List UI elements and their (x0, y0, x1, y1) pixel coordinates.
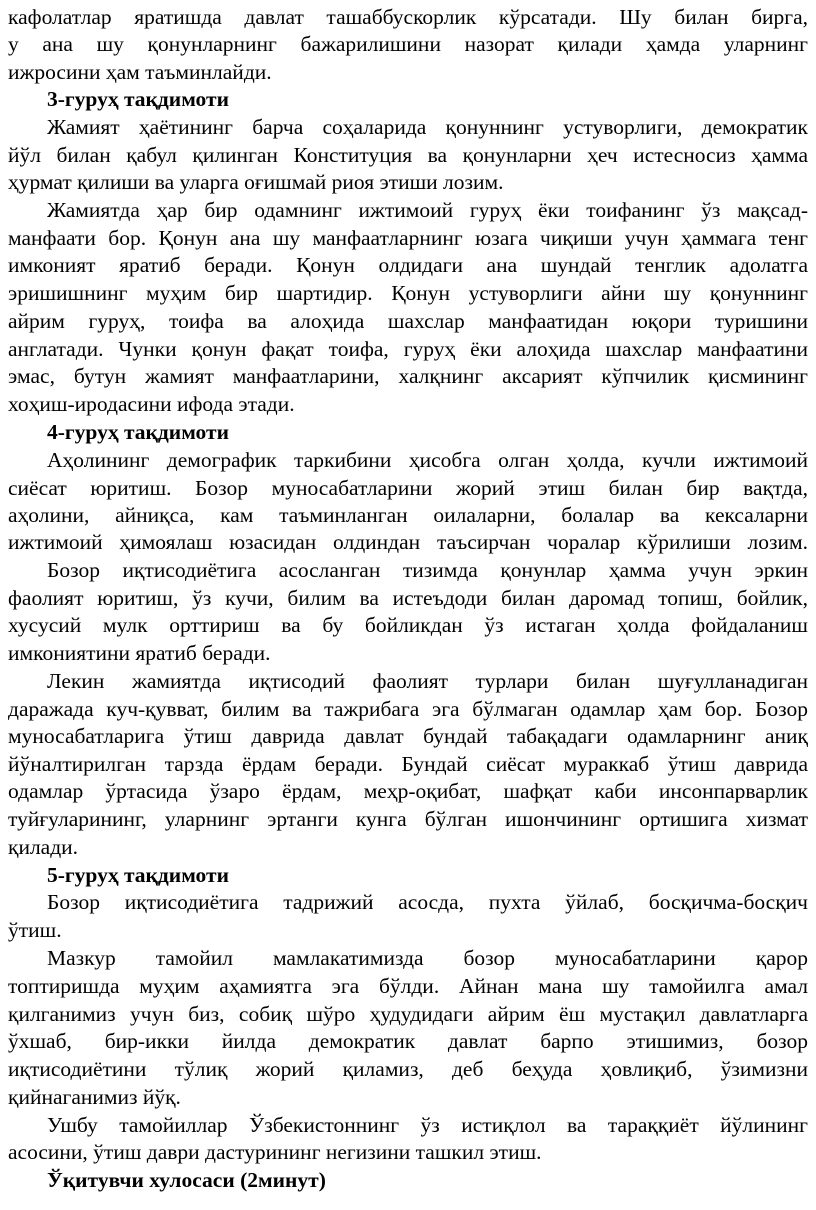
text-line: эришишнинг муҳим бир шартидир. Қонун устуворлиги айни шу қонуннинг (8, 281, 808, 305)
text-line: айрим гуруҳ, тоифа ва алоҳида шахслар манфаатидан юқори туришини (8, 309, 808, 333)
text-line: даражада куч-қувват, билим ва тажрибага эга бўлмаган одамлар ҳам бор. Бозор (8, 697, 808, 721)
text-line: иқтисодиётини тўлиқ жорий қиламиз, деб беҳуда ҳовлиқиб, ўзимизни (8, 1057, 808, 1081)
text-line: қийнаганимиз йўқ. (8, 1085, 181, 1109)
paragraph-first-line: Бозор иқтисодиётига асосланган тизимда қонунлар ҳамма учун эркин (47, 558, 808, 582)
paragraph-first-line: Жамият ҳаётининг барча соҳаларида қонуннинг устуворлиги, демократик (47, 115, 808, 139)
paragraph-first-line: Бозор иқтисодиётига тадрижий асосда, пухта ўйлаб, босқичма-босқич (47, 890, 808, 914)
text-line: туйғуларининг, уларнинг эртанги кунга бўлган ишончининг ортишига хизмат (8, 807, 808, 831)
text-line: ижтимоий ҳимоялаш юзасидан олдиндан таъсирчан чоралар кўрилиши лозим. (8, 530, 808, 554)
text-line: муносабатларига ўтиш даврида давлат бундай табақадаги одамларнинг аниқ (8, 724, 808, 748)
text-line: йўналтирилган тарзда ёрдам беради. Бундай сиёсат мураккаб ўтиш даврида (8, 752, 808, 776)
text-line: асосини, ўтиш даври дастурининг негизини ташкил этиш. (8, 1140, 542, 1164)
text-line: англатади. Чунки қонун фақат тоифа, гуруҳ ёки алоҳида шахслар манфаатини (8, 337, 808, 361)
text-line: манфаати бор. Қонун ана шу манфаатларнинг юзага чиқиши учун ҳаммага тенг (8, 226, 808, 250)
text-line: топтиришда муҳим аҳамиятга эга бўлди. Айнан мана шу тамойилга амал (8, 974, 808, 998)
text-line: ўхшаб, бир-икки йилда демократик давлат барпо этишимиз, бозор (8, 1029, 808, 1053)
text-line: ўтиш. (8, 918, 62, 942)
text-line: қилади. (8, 835, 79, 859)
text-line: имконият яратиб беради. Қонун олдидаги ана шундай тенглик адолатга (8, 253, 808, 277)
paragraph-first-line: Лекин жамиятда иқтисодий фаолият турлари билан шуғулланадиган (47, 669, 808, 693)
text-line: сиёсат юритиш. Бозор муносабатларини жорий этиш билан бир вақтда, (8, 476, 808, 500)
text-line: одамлар ўртасида ўзаро ёрдам, меҳр-оқибат, шафқат каби инсонпарварлик (8, 779, 808, 803)
text-line: хоҳиш-иродасини ифода этади. (8, 392, 295, 416)
paragraph-first-line: Жамиятда ҳар бир одамнинг ижтимоий гуруҳ ёки тоифанинг ўз мақсад- (47, 198, 808, 222)
text-line: аҳолини, айниқса, кам таъминланган оилаларни, болалар ва кексаларни (8, 503, 808, 527)
text-line: у ана шу қонунларнинг бажарилишини назорат қилади ҳамда уларнинг (8, 32, 808, 56)
text-line: кафолатлар яратишда давлат ташаббускорлик кўрсатади. Шу билан бирга, (8, 5, 808, 29)
paragraph-first-line: Ушбу тамойиллар Ўзбекистоннинг ўз истиқлол ва тараққиёт йўлининг (47, 1113, 808, 1137)
section-heading: Ўқитувчи хулосаси (2минут) (47, 1168, 326, 1192)
text-line: имкониятини яратиб беради. (8, 641, 271, 665)
section-heading: 5-гуруҳ тақдимоти (47, 863, 229, 887)
text-line: ижросини ҳам таъминлайди. (8, 60, 272, 84)
section-heading: 4-гуруҳ тақдимоти (47, 420, 229, 444)
paragraph-first-line: Аҳолининг демографик таркибини ҳисобга олган ҳолда, кучли ижтимоий (47, 448, 808, 472)
text-line: ҳурмат қилиши ва уларга оғишмай риоя этиши лозим. (8, 170, 504, 194)
text-line: йўл билан қабул қилинган Конституция ва қонунларни ҳеч истесносиз ҳамма (8, 143, 808, 167)
text-line: эмас, бутун жамият манфаатларини, халқнинг аксарият кўпчилик қисмининг (8, 364, 808, 388)
paragraph-first-line: Мазкур тамойил мамлакатимизда бозор муносабатларини қарор (47, 946, 808, 970)
text-line: хусусий мулк орттириш ва бу бойликдан ўз истаган ҳолда фойдаланиш (8, 613, 808, 637)
text-line: фаолият юритиш, ўз кучи, билим ва истеъдоди билан даромад топиш, бойлик, (8, 586, 808, 610)
section-heading: 3-гуруҳ тақдимоти (47, 87, 229, 111)
text-line: қилганимиз учун биз, собиқ шўро ҳудудидаги айрим ёш мустақил давлатларга (8, 1002, 808, 1026)
